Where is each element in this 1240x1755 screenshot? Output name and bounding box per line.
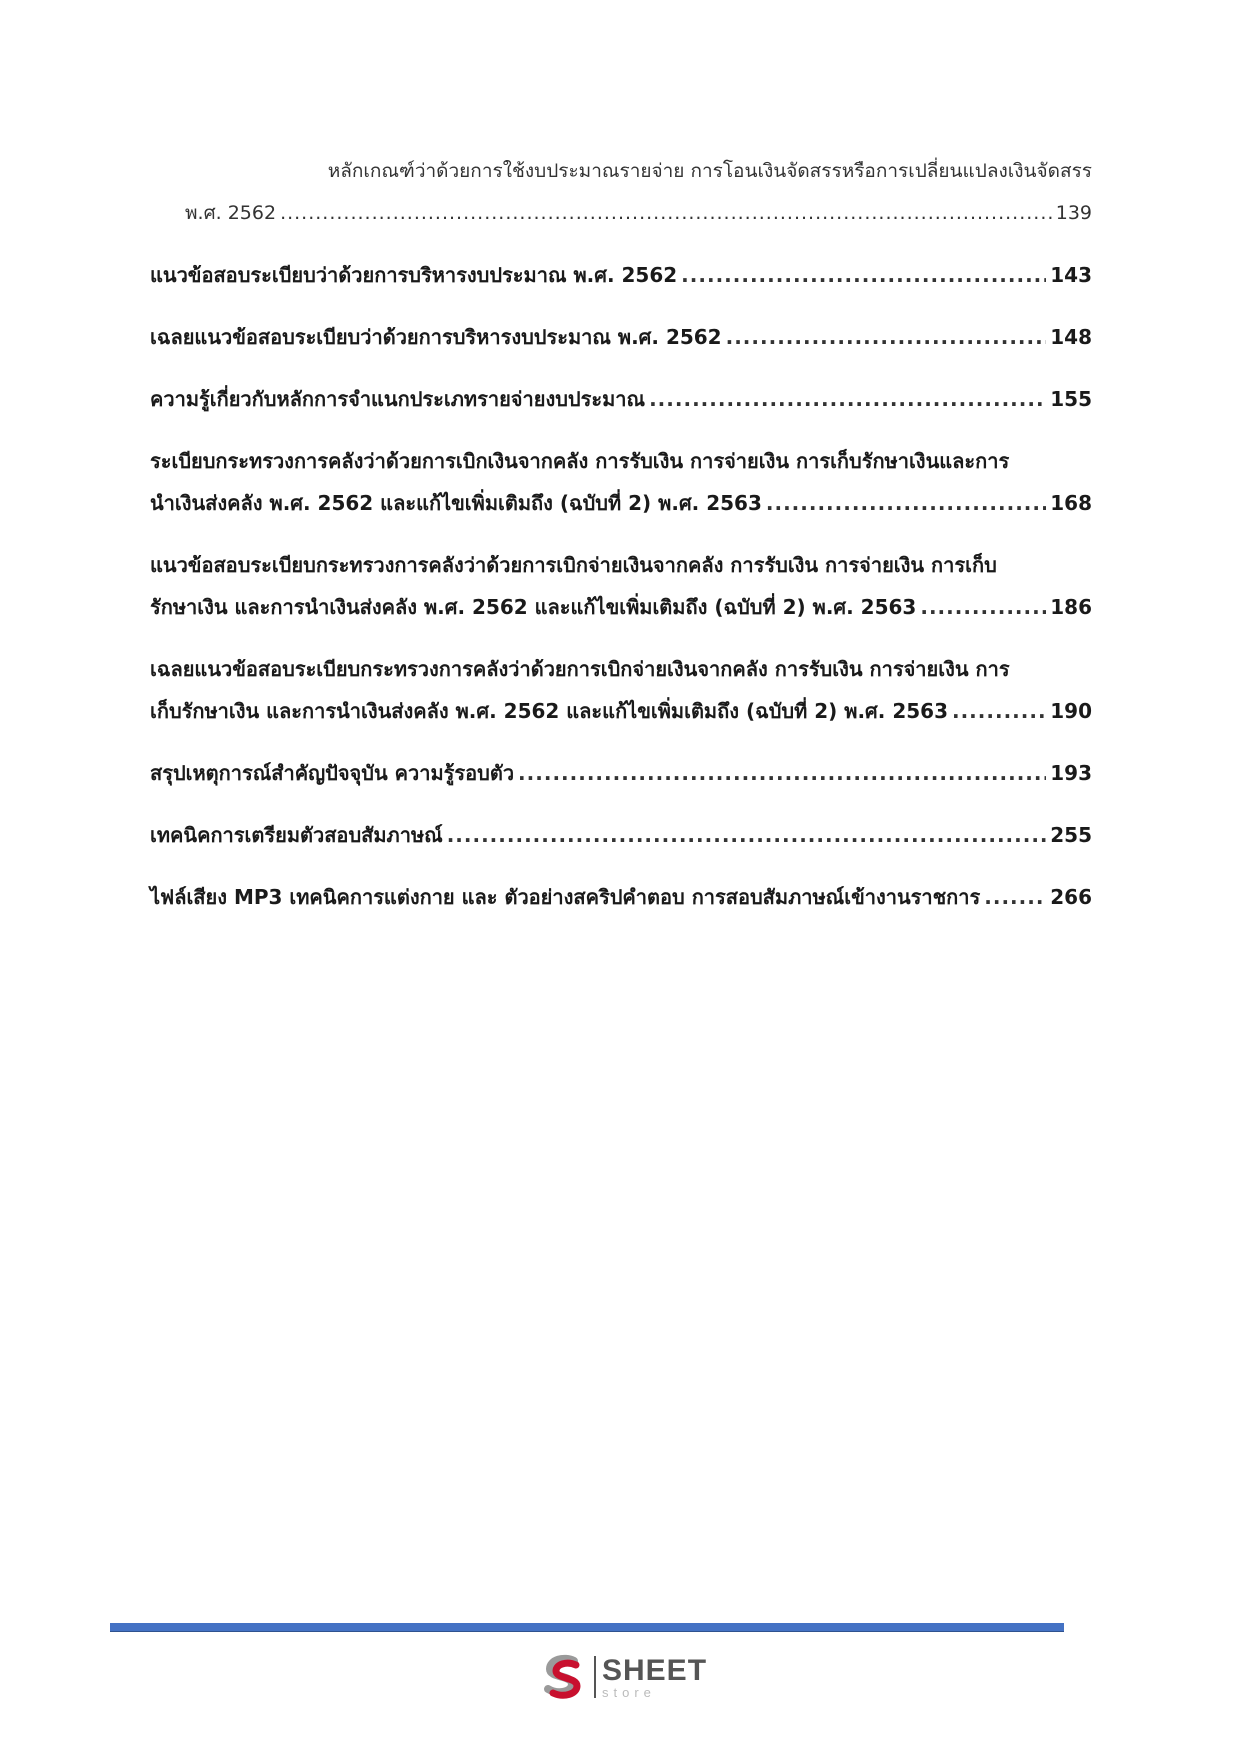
toc-entry-title-line: ระเบียบกระทรวงการคลังว่าด้วยการเบิกเงินจากคลัง การรับเงิน การจ่ายเงิน การเก็บรักษาเงินและการ (150, 449, 1010, 473)
toc-page-number: 193 (1050, 761, 1092, 785)
toc-entry-title-line: เก็บรักษาเงิน และการนำเงินส่งคลัง พ.ศ. 2562 และแก้ไขเพิ่มเติมถึง (ฉบับที่ 2) พ.ศ. 2563 (150, 699, 948, 723)
toc-entry-title-line: เทคนิคการเตรียมตัวสอบสัมภาษณ์ (150, 823, 443, 847)
logo-text (602, 1653, 708, 1700)
toc-entry[interactable] (150, 254, 1092, 296)
toc-entry-title-line: สรุปเหตุการณ์สำคัญปัจจุบัน ความรู้รอบตัว (150, 761, 515, 785)
dot-leader (447, 814, 1047, 856)
toc-page-number: 155 (1050, 387, 1092, 411)
logo-subtitle: store (602, 1684, 656, 1700)
toc-entry[interactable] (150, 752, 1092, 794)
toc-entry[interactable] (150, 378, 1092, 420)
dot-leader (726, 316, 1047, 358)
toc-entry-title-line: เฉลยแนวข้อสอบระเบียบกระทรวงการคลังว่าด้วยการเบิกจ่ายเงินจากคลัง การรับเงิน การจ่ายเงิน การ (150, 657, 1010, 681)
toc-entry-title-line: แนวข้อสอบระเบียบกระทรวงการคลังว่าด้วยการเบิกจ่ายเงินจากคลัง การรับเงิน การจ่ายเงิน การเก็บ (150, 553, 997, 577)
toc-entry-title-line: แนวข้อสอบระเบียบว่าด้วยการบริหารงบประมาณ พ.ศ. 2562 (150, 263, 678, 287)
logo-title: SHEET (602, 1653, 708, 1687)
toc-entry-title-line: ไฟล์เสียง MP3 เทคนิคการแต่งกาย และ ตัวอย่างสคริปคำตอบ การสอบสัมภาษณ์เข้างานราชการ (150, 885, 981, 909)
dot-leader (280, 192, 1052, 234)
toc-page-number: 190 (1050, 699, 1092, 723)
toc-entry[interactable] (150, 440, 1092, 524)
toc-page-number: 255 (1050, 823, 1092, 847)
toc-entry-title-line: นำเงินส่งคลัง พ.ศ. 2562 และแก้ไขเพิ่มเติมถึง (ฉบับที่ 2) พ.ศ. 2563 (150, 491, 762, 515)
toc-page-number: 186 (1050, 595, 1092, 619)
dot-leader (984, 876, 1046, 918)
toc-entry-title-line: พ.ศ. 2562 (185, 202, 277, 224)
sheet-store-logo-icon (538, 1652, 588, 1702)
toc-page-number: 266 (1050, 885, 1092, 909)
toc-page-number: 139 (1055, 202, 1092, 224)
toc-entry-title-line: เฉลยแนวข้อสอบระเบียบว่าด้วยการบริหารงบประมาณ พ.ศ. 2562 (150, 325, 722, 349)
footer-divider-bar (110, 1623, 1064, 1632)
dot-leader (920, 586, 1046, 628)
toc-entry-title-line: หลักเกณฑ์ว่าด้วยการใช้งบประมาณรายจ่าย การโอนเงินจัดสรรหรือการเปลี่ยนแปลงเงินจัดสรร (327, 160, 1092, 182)
toc-entry[interactable] (150, 150, 1092, 234)
toc-entry[interactable] (150, 814, 1092, 856)
dot-leader (649, 378, 1046, 420)
toc-page-number: 168 (1050, 491, 1092, 515)
toc-entry-title-line: รักษาเงิน และการนำเงินส่งคลัง พ.ศ. 2562 และแก้ไขเพิ่มเติมถึง (ฉบับที่ 2) พ.ศ. 2563 (150, 595, 917, 619)
toc-entry[interactable] (150, 316, 1092, 358)
toc-entry-title-line: ความรู้เกี่ยวกับหลักการจำแนกประเภทรายจ่ายงบประมาณ (150, 387, 646, 411)
toc-page-number: 143 (1050, 263, 1092, 287)
toc-page-number: 148 (1050, 325, 1092, 349)
toc-entry[interactable] (150, 648, 1092, 732)
toc-entry[interactable] (150, 876, 1092, 918)
logo-separator (594, 1656, 596, 1698)
dot-leader (952, 690, 1046, 732)
dot-leader (681, 254, 1046, 296)
sheet-store-logo (538, 1652, 707, 1702)
dot-leader (518, 752, 1046, 794)
dot-leader (766, 482, 1046, 524)
table-of-contents (150, 150, 1092, 938)
toc-entry[interactable] (150, 544, 1092, 628)
